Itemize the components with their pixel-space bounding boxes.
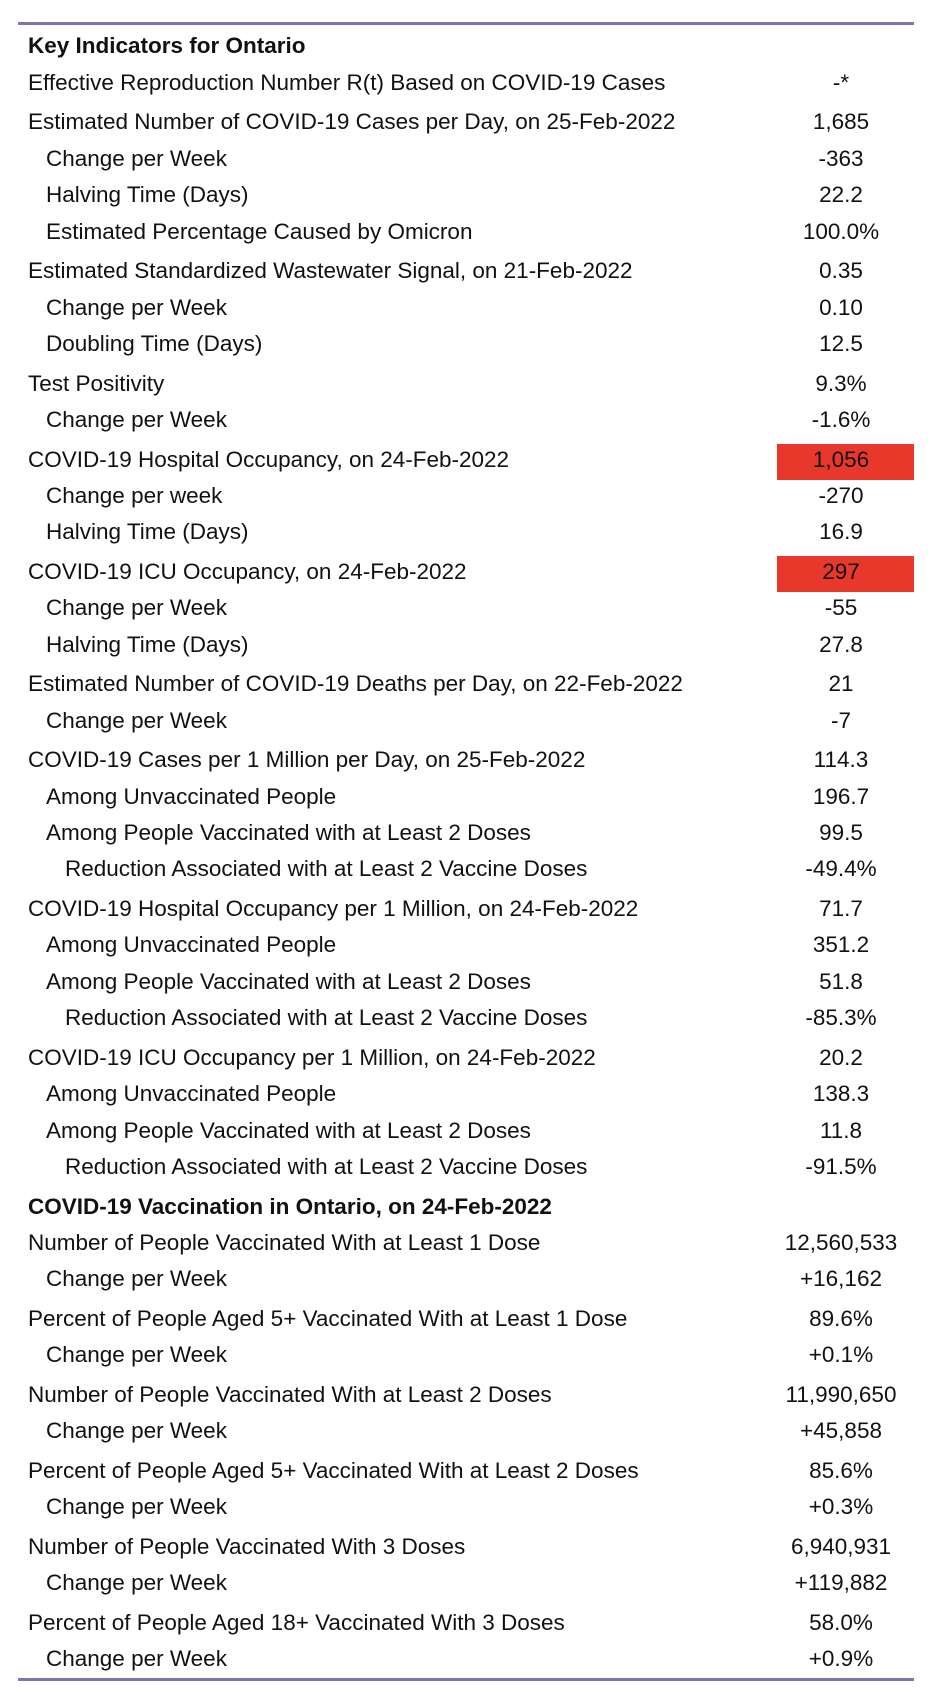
indicator-row	[18, 1415, 914, 1451]
indicator-label: COVID-19 Hospital Occupancy per 1 Million, on 24-Feb-2022	[28, 896, 639, 921]
indicator-row	[18, 628, 914, 664]
indicator-value: -49.4%	[805, 856, 877, 882]
indicator-row	[18, 66, 914, 102]
indicator-row	[18, 252, 914, 292]
indicator-row	[18, 364, 914, 404]
indicator-value: 89.6%	[809, 1305, 873, 1331]
indicator-value: 9.3%	[815, 370, 867, 396]
section-title: Key Indicators for Ontario	[28, 33, 306, 59]
indicator-label: COVID-19 ICU Occupancy, on 24-Feb-2022	[28, 558, 467, 584]
indicator-label: Change per Week	[46, 1570, 227, 1596]
indicator-row	[18, 1603, 914, 1643]
indicator-value: 51.8	[819, 968, 863, 994]
indicator-label: Change per Week	[46, 294, 227, 320]
indicator-value: -7	[830, 707, 851, 733]
indicator-value: -270	[818, 482, 864, 508]
indicator-value: 12,560,533	[784, 1229, 898, 1255]
indicator-row	[18, 704, 914, 740]
indicator-value: -91.5%	[805, 1153, 877, 1179]
indicator-label: Change per week	[46, 482, 223, 508]
indicator-value: 100.0%	[802, 218, 880, 244]
indicator-row	[18, 1451, 914, 1491]
indicator-label: Estimated Percentage Caused by Omicron	[46, 218, 473, 244]
indicator-value: 1,685	[812, 109, 870, 135]
indicator-value: +0.1%	[808, 1342, 874, 1368]
section-title: COVID-19 Vaccination in Ontario, on 24-Feb-2022	[28, 1193, 552, 1219]
indicator-row	[18, 965, 914, 1001]
indicator-row	[18, 1339, 914, 1375]
indicator-label: Halving Time (Days)	[46, 519, 249, 545]
indicator-value: 58.0%	[809, 1609, 873, 1635]
indicator-value: 21	[828, 671, 854, 697]
indicator-row	[18, 665, 914, 705]
indicator-label: Doubling Time (Days)	[46, 330, 263, 356]
indicator-label: COVID-19 ICU Occupancy per 1 Million, on 24-Feb-2022	[28, 1044, 596, 1070]
indicator-row	[18, 1151, 914, 1187]
indicator-value: +16,162	[800, 1266, 882, 1292]
indicator-label: Number of People Vaccinated With 3 Doses	[28, 1533, 466, 1559]
section-header-row	[18, 1187, 914, 1227]
indicator-label: Among People Vaccinated with at Least 2 Doses	[46, 1117, 531, 1143]
bottom-rule	[18, 1678, 914, 1681]
indicator-row	[18, 817, 914, 853]
indicator-rows	[18, 30, 914, 1679]
indicator-label: Estimated Standardized Wastewater Signal, on 21-Feb-2022	[28, 258, 633, 284]
indicator-label: Change per Week	[46, 1646, 227, 1672]
indicator-value: +119,882	[794, 1570, 888, 1596]
indicator-label: Estimated Number of COVID-19 Deaths per Day, on 22-Feb-2022	[28, 671, 683, 697]
indicator-row	[18, 1114, 914, 1150]
indicator-row	[18, 929, 914, 965]
indicator-value: 99.5	[819, 820, 863, 846]
section-header-row	[18, 30, 914, 66]
indicator-value: -363	[818, 145, 864, 171]
indicator-row	[18, 179, 914, 215]
indicator-label: Percent of People Aged 5+ Vaccinated With at Least 1 Dose	[28, 1305, 628, 1331]
indicator-value: 1,056	[812, 446, 870, 472]
indicator-label: Reduction Associated with at Least 2 Vaccine Doses	[65, 856, 588, 882]
indicator-value: 11,990,650	[785, 1381, 897, 1407]
indicator-value: 16.9	[819, 519, 863, 545]
indicator-row	[18, 1002, 914, 1038]
indicator-row	[18, 291, 914, 327]
indicator-row	[18, 1567, 914, 1603]
indicator-value: -85.3%	[805, 1005, 877, 1031]
indicator-value: 297	[822, 558, 860, 584]
indicator-label: Among People Vaccinated with at Least 2 Doses	[46, 820, 531, 846]
indicator-label: Percent of People Aged 5+ Vaccinated With at Least 2 Doses	[28, 1457, 639, 1483]
indicator-value: 71.7	[819, 896, 863, 921]
indicator-label: Change per Week	[46, 1342, 227, 1368]
indicator-row	[18, 404, 914, 440]
indicator-label: Among Unvaccinated People	[46, 783, 337, 809]
indicator-row	[18, 1527, 914, 1567]
indicator-value: -*	[832, 69, 850, 95]
indicator-row	[18, 1491, 914, 1527]
indicator-row	[18, 215, 914, 251]
indicator-label: Change per Week	[46, 1418, 227, 1444]
indicator-row	[18, 142, 914, 178]
indicator-label: Change per Week	[46, 145, 227, 171]
indicator-row	[18, 780, 914, 816]
indicator-value: +45,858	[800, 1418, 882, 1444]
indicator-label: Halving Time (Days)	[46, 182, 249, 208]
indicator-row	[18, 480, 914, 516]
indicator-value: 138.3	[812, 1081, 870, 1107]
indicator-row	[18, 103, 914, 143]
indicator-value: 6,940,931	[790, 1533, 892, 1559]
indicator-row	[18, 1038, 914, 1078]
indicator-row	[18, 1078, 914, 1114]
indicator-row	[18, 592, 914, 628]
indicator-row	[18, 1299, 914, 1339]
indicator-value: 351.2	[812, 932, 870, 958]
indicator-value: 22.2	[819, 182, 863, 208]
indicator-row	[18, 516, 914, 552]
indicator-value: -55	[824, 595, 858, 621]
indicator-label: Percent of People Aged 18+ Vaccinated With 3 Doses	[28, 1609, 565, 1635]
indicator-value: 196.7	[812, 783, 870, 809]
indicator-value: 27.8	[819, 631, 863, 657]
indicator-label: Estimated Number of COVID-19 Cases per Day, on 25-Feb-2022	[28, 109, 676, 135]
indicator-value: 0.35	[819, 258, 863, 284]
indicator-row	[18, 552, 914, 592]
indicator-row	[18, 1643, 914, 1679]
top-rule	[18, 22, 914, 25]
indicator-value: 114.3	[813, 747, 869, 773]
indicator-label: Reduction Associated with at Least 2 Vaccine Doses	[65, 1005, 588, 1031]
indicator-label: Number of People Vaccinated With at Least 2 Doses	[28, 1381, 552, 1407]
indicator-label: Among Unvaccinated People	[46, 932, 337, 958]
indicator-value: 11.8	[819, 1117, 863, 1143]
indicator-label: Effective Reproduction Number R(t) Based on COVID-19 Cases	[28, 69, 666, 95]
indicator-row	[18, 328, 914, 364]
indicator-label: Change per Week	[46, 595, 227, 621]
indicator-value: 12.5	[819, 330, 863, 356]
indicator-value: -1.6%	[811, 406, 871, 432]
indicator-value: 20.2	[819, 1044, 863, 1070]
indicator-row	[18, 1263, 914, 1299]
indicators-table	[18, 22, 914, 1681]
indicator-value: +0.9%	[808, 1646, 874, 1672]
indicator-label: COVID-19 Hospital Occupancy, on 24-Feb-2022	[28, 446, 510, 472]
indicator-label: Number of People Vaccinated With at Least 1 Dose	[28, 1229, 541, 1255]
indicator-row	[18, 1375, 914, 1415]
indicator-label: Among People Vaccinated with at Least 2 Doses	[46, 968, 531, 994]
indicator-label: Change per Week	[46, 707, 227, 733]
indicator-label: Reduction Associated with at Least 2 Vaccine Doses	[65, 1153, 588, 1179]
indicator-value: 85.6%	[809, 1457, 873, 1483]
indicator-value: +0.3%	[808, 1494, 874, 1520]
indicator-label: COVID-19 Cases per 1 Million per Day, on 25-Feb-2022	[28, 747, 586, 773]
indicator-label: Change per Week	[46, 406, 227, 432]
indicator-value: 0.10	[819, 294, 863, 320]
indicator-label: Halving Time (Days)	[46, 631, 249, 657]
indicator-row	[18, 889, 914, 929]
indicator-row	[18, 741, 914, 781]
indicator-label: Change per Week	[46, 1494, 227, 1520]
indicator-label: Among Unvaccinated People	[46, 1081, 337, 1107]
indicator-label: Change per Week	[46, 1266, 227, 1292]
indicator-row	[18, 1227, 914, 1263]
indicator-row	[18, 853, 914, 889]
indicator-label: Test Positivity	[28, 370, 165, 396]
indicator-row	[18, 440, 914, 480]
